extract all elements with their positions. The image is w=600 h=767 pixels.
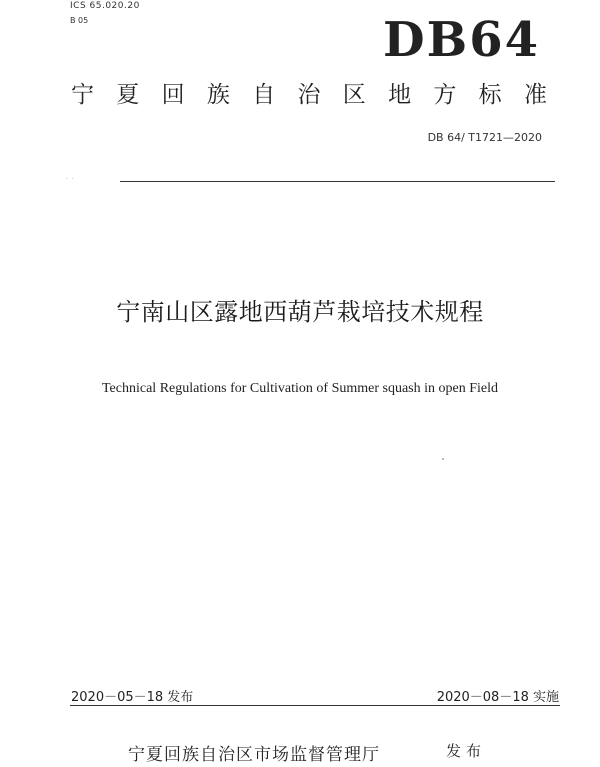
classification-code: B 05 — [70, 16, 89, 25]
db64-logo: DB64 — [383, 12, 540, 68]
publish-date: 2020－05－18 发布 — [71, 690, 194, 705]
footer-divider — [70, 705, 560, 706]
standard-type-heading — [71, 84, 547, 107]
document-title-chinese: 宁南山区露地西葫芦栽培技术规程 — [116, 298, 484, 326]
standard-type-char: 治 — [297, 82, 321, 108]
standard-type-char: 标 — [478, 82, 502, 108]
implementation-date: 2020－08－18 实施 — [436, 690, 559, 705]
document-title-english: Technical Regulations for Cultivation of Summer squash in open Field — [101, 381, 498, 396]
standard-type-char: 自 — [252, 82, 276, 108]
standard-type-char: 宁 — [71, 82, 94, 108]
scan-speck — [442, 458, 444, 460]
header-divider — [120, 181, 555, 182]
standard-type-char: 夏 — [116, 82, 140, 108]
standard-type-char: 区 — [342, 82, 366, 108]
ics-code: ICS 65.020.20 — [70, 1, 140, 11]
standard-type-char: 族 — [206, 82, 230, 108]
issuing-authority: 宁夏回族自治区市场监督管理厅 — [128, 745, 380, 765]
standard-type-char: 回 — [161, 82, 185, 108]
standard-type-char: 方 — [433, 82, 457, 108]
standard-type-char: 准 — [523, 82, 547, 108]
scan-dots: · · — [66, 176, 75, 183]
issue-label: 发布 — [446, 742, 487, 760]
standard-number: DB 64/ T1721—2020 — [427, 131, 542, 144]
standard-type-char: 地 — [388, 82, 412, 108]
